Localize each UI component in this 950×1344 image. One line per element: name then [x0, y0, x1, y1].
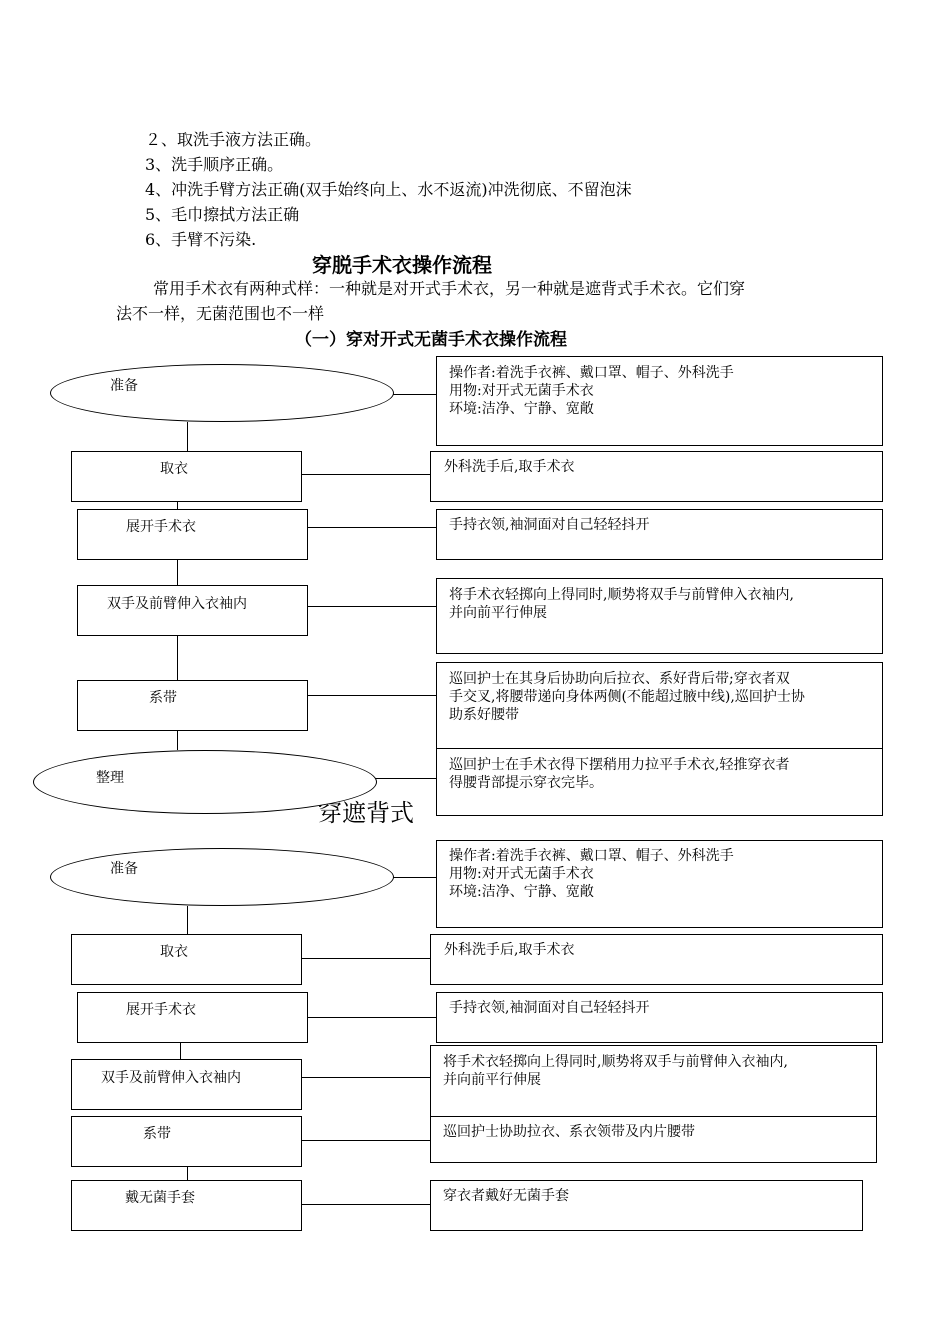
- prep-detail: 用物:对开式无菌手术衣: [449, 866, 594, 882]
- prep-detail: 操作者:着洗手衣裤、戴口罩、帽子、外科洗手: [449, 848, 734, 864]
- list-item: 6、手臂不污染.: [145, 230, 257, 249]
- step-label: 展开手术衣: [126, 519, 196, 535]
- step-label: 双手及前臂伸入衣袖内: [101, 1070, 241, 1086]
- desc-text: 外科洗手后,取手术衣: [444, 942, 575, 958]
- step-tie-belt: [71, 1116, 302, 1167]
- page-title: 穿脱手术衣操作流程: [312, 253, 492, 277]
- desc-text: 巡回护士协助拉衣、系衣领带及内片腰带: [443, 1124, 695, 1140]
- list-item: ２、取洗手液方法正确。: [145, 130, 322, 149]
- connector-line: [177, 730, 178, 750]
- list-item: 5、毛巾擦拭方法正确: [145, 205, 300, 224]
- desc-text: 并向前平行伸展: [443, 1072, 541, 1088]
- desc-text: 手持衣领,袖洞面对自己轻轻抖开: [449, 1000, 650, 1016]
- step-label: 戴无菌手套: [125, 1190, 195, 1206]
- connector-line: [187, 1166, 188, 1180]
- step-label: 双手及前臂伸入衣袖内: [107, 596, 247, 612]
- desc-text: 将手术衣轻掷向上得同时,顺势将双手与前臂伸入衣袖内,: [443, 1054, 788, 1070]
- connector-line: [302, 1204, 430, 1205]
- connector-line: [302, 474, 430, 475]
- step-label: 整理: [96, 770, 124, 786]
- step-prepare: [50, 848, 394, 906]
- desc-text: 得腰背部提示穿衣完毕。: [449, 775, 603, 791]
- intro-text: 法不一样，无菌范围也不一样: [116, 304, 325, 323]
- prep-detail: 环境:洁净、宁静、宽敞: [449, 884, 594, 900]
- step-label: 展开手术衣: [126, 1002, 196, 1018]
- desc-text: 巡回护士在其身后协助向后拉衣、系好背后带;穿衣者双: [449, 671, 790, 687]
- prep-detail: 环境:洁净、宁静、宽敞: [449, 401, 594, 417]
- connector-line: [187, 422, 188, 452]
- section-title: （一）穿对开式无菌手术衣操作流程: [295, 330, 567, 350]
- connector-line: [308, 1017, 436, 1018]
- step-label: 取衣: [160, 461, 188, 477]
- list-item: 3、洗手顺序正确。: [145, 155, 284, 174]
- connector-line: [308, 606, 436, 607]
- desc-text: 外科洗手后,取手术衣: [444, 459, 575, 475]
- step-tie-belt: [77, 680, 308, 731]
- step-label: 取衣: [160, 944, 188, 960]
- desc-text: 手交叉,将腰带递向身体两侧(不能超过腋中线),巡回护士协: [449, 689, 805, 705]
- step-prepare: [50, 364, 394, 422]
- desc-text: 助系好腰带: [449, 707, 519, 723]
- desc-text: 巡回护士在手术衣得下摆稍用力拉平手术衣,轻推穿衣者: [449, 757, 790, 773]
- step-label: 准备: [110, 378, 138, 394]
- desc-text: 并向前平行伸展: [449, 605, 547, 621]
- step-arrange: [33, 750, 377, 814]
- prep-detail: 操作者:着洗手衣裤、戴口罩、帽子、外科洗手: [449, 365, 734, 381]
- connector-line: [308, 527, 436, 528]
- overlapped-heading: 穿遮背式: [318, 799, 414, 827]
- list-item: 4、冲洗手臂方法正确(双手始终向上、水不返流)冲洗彻底、不留泡沫: [145, 180, 632, 199]
- desc-text: 穿衣者戴好无菌手套: [443, 1188, 569, 1204]
- connector-line: [302, 1077, 430, 1078]
- connector-line: [370, 778, 436, 779]
- connector-line: [308, 695, 436, 696]
- step-label: 系带: [143, 1126, 171, 1142]
- intro-text: 常用手术衣有两种式样：一种就是对开式手术衣，另一种就是遮背式手术衣。它们穿: [153, 279, 746, 298]
- prep-detail: 用物:对开式无菌手术衣: [449, 383, 594, 399]
- connector-line: [302, 958, 430, 959]
- desc-text: 手持衣领,袖洞面对自己轻轻抖开: [449, 517, 650, 533]
- connector-line: [302, 1140, 430, 1141]
- step-label: 系带: [149, 690, 177, 706]
- desc-text: 将手术衣轻掷向上得同时,顺势将双手与前臂伸入衣袖内,: [449, 587, 794, 603]
- step-label: 准备: [110, 861, 138, 877]
- connector-line: [187, 906, 188, 934]
